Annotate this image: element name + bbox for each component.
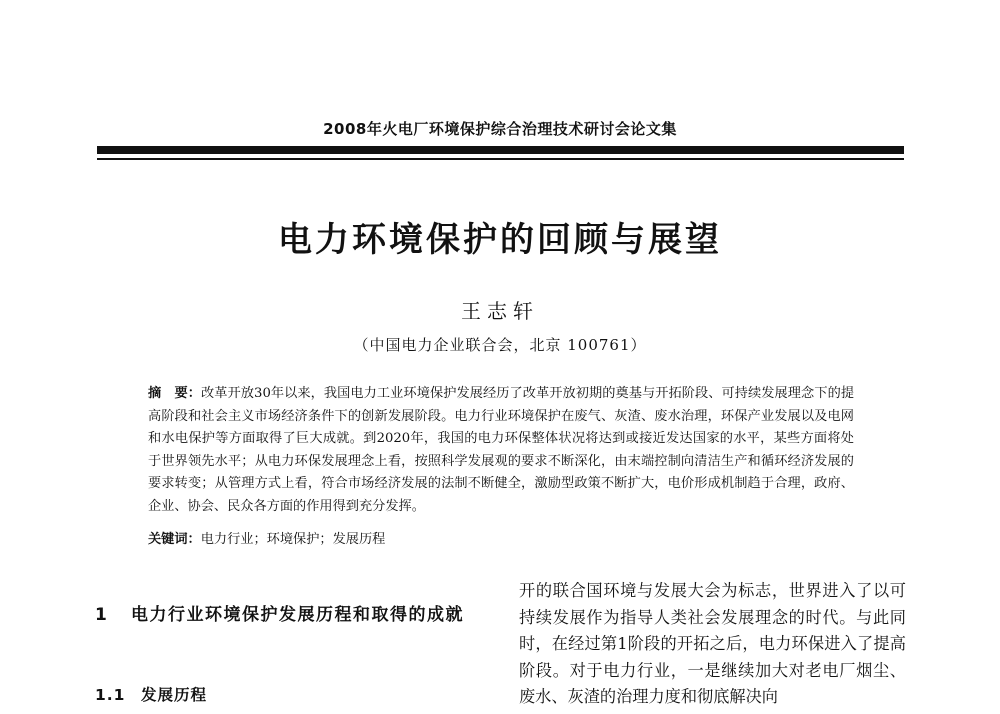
section-number: 1 — [95, 605, 109, 625]
header-rule-thick — [97, 146, 904, 154]
subsection-heading-1-1 — [95, 683, 207, 705]
subsection-number: 1.1 — [95, 686, 126, 704]
proceedings-header: 2008年火电厂环境保护综合治理技术研讨会论文集 — [323, 120, 677, 138]
paper-title: 电力环境保护的回顾与展望 — [278, 220, 722, 260]
abstract — [148, 383, 854, 518]
subsection-title: 发展历程 — [141, 686, 208, 704]
keywords-text: 电力行业；环境保护；发展历程 — [200, 532, 386, 547]
keywords-label: 关键词： — [148, 532, 201, 547]
section-heading-1 — [95, 600, 495, 631]
section-title: 电力行业环境保护发展历程和取得的成就 — [131, 605, 464, 625]
abstract-text: 改革开放30年以来，我国电力工业环境保护发展经历了改革开放初期的奠基与开拓阶段、可持续发展理念下的提高阶段和社会主义市场经济条件下的创新发展阶段。电力行业环境保护在废气、灰渣、废水治理，环保产业发展以及电网和水电保护等方面取得了巨大成就。到2020年，我国的电力环保整体状况将达到或接近发达国家的水平，某些方面将处于世界领先水平；从电力环保发展理念上看，按照科学发展观的要求不断深化，由末端控制向清洁生产和循环经济发展的要求转变；从管理方式上看，符合市场经济发展的法制不断健全，激励型政策不断扩大，电价形成机制趋于合理，政府、企业、协会、民众各方面的作用得到充分发挥。 — [148, 386, 855, 514]
keywords — [148, 529, 854, 551]
abstract-label: 摘 要： — [148, 386, 202, 401]
author-name: 王志轩 — [461, 299, 539, 323]
body-text-right-column: 开的联合国环境与发展大会为标志，世界进入了以可持续发展作为指导人类社会发展理念的时代。与此同时，在经过第1阶段的开拓之后，电力环保进入了提高阶段。对于电力行业，一是继续加大对老电厂烟尘、废水、灰渣的治理力度和彻底解决向 — [519, 581, 906, 706]
header-rule-thin — [97, 158, 904, 160]
author-affiliation: （中国电力企业联合会，北京 100761） — [353, 336, 647, 354]
